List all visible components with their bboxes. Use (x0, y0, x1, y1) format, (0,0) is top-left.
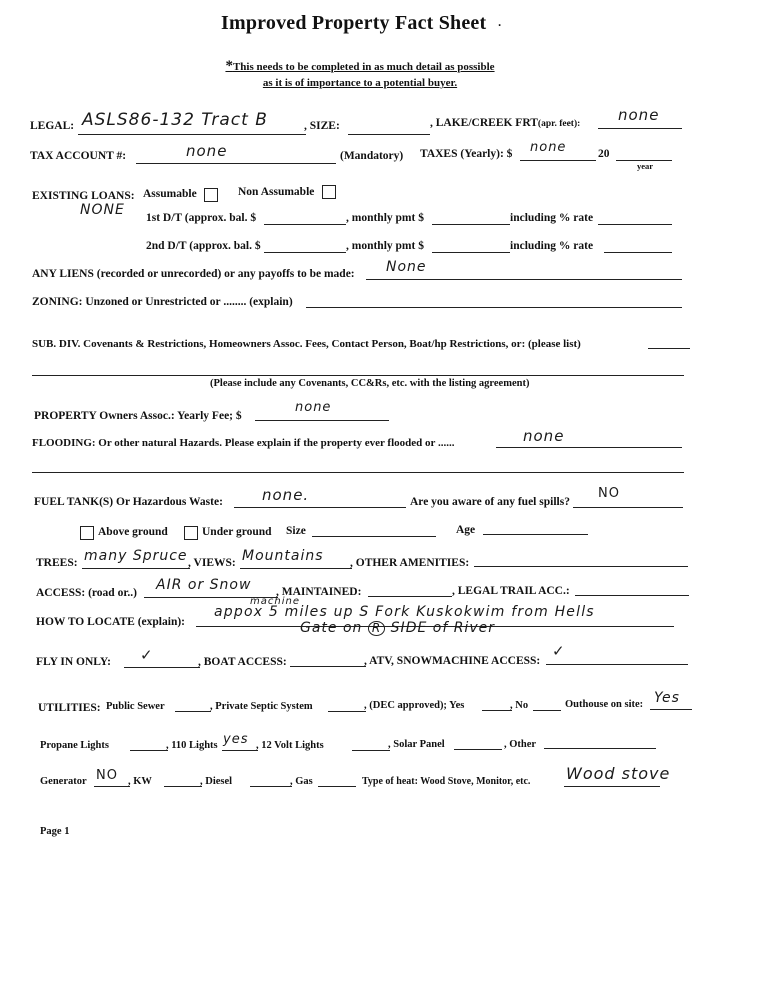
subdiv-line[interactable] (32, 375, 684, 376)
fuel-tank-value[interactable]: none. (262, 486, 310, 504)
flooding-line (496, 447, 682, 448)
legal-trail-line[interactable] (575, 595, 689, 596)
liens-line (366, 279, 682, 280)
notice-line2: as it is of importance to a potential buyer. (262, 77, 458, 89)
tax-account-line (136, 163, 336, 164)
maintained-label: , MAINTAINED: (276, 586, 362, 598)
notice-line1: This needs to be completed in as much detail as possible (232, 61, 495, 73)
propane-line[interactable] (130, 750, 168, 751)
public-sewer-label: Public Sewer (106, 701, 165, 712)
poa-label: PROPERTY Owners Assoc.: Yearly Fee; $ (34, 410, 242, 422)
outhouse-line (650, 709, 692, 710)
propane-label: Propane Lights (40, 740, 109, 751)
tax-account-value[interactable]: none (186, 142, 228, 160)
kw-line[interactable] (164, 786, 202, 787)
generator-value[interactable]: NO (96, 768, 118, 783)
locate-line2-b: SIDE of River (390, 620, 495, 636)
taxes-year-prefix: 20 (598, 148, 610, 160)
locate-label: HOW TO LOCATE (explain): (36, 616, 185, 628)
first-dt-balance-line[interactable] (264, 224, 346, 225)
legal-value[interactable]: ASLS86-132 Tract B (82, 110, 268, 130)
lake-creek-label (430, 117, 580, 129)
size-label: , SIZE: (304, 120, 340, 132)
generator-label: Generator (40, 776, 87, 787)
zoning-line[interactable] (306, 307, 682, 308)
legal-line (78, 134, 306, 135)
amenities-label: , OTHER AMENITIES: (350, 557, 470, 569)
above-ground-checkbox[interactable] (80, 526, 94, 540)
outhouse-label: Outhouse on site: (565, 699, 644, 710)
boat-access-line[interactable] (290, 666, 366, 667)
solar-line[interactable] (454, 749, 502, 750)
size-tank-line[interactable] (312, 536, 436, 537)
existing-loans-label: EXISTING LOANS: (32, 190, 135, 202)
assumable-checkbox[interactable] (204, 188, 218, 202)
locate-value-line2 (300, 620, 495, 636)
heat-label: Type of heat: Wood Stove, Monitor, etc. (362, 776, 531, 787)
utilities-label: UTILITIES: (38, 702, 101, 714)
under-ground-label: Under ground (202, 526, 272, 538)
access-value-sub: machine (250, 596, 300, 607)
12v-lights-label: , 12 Volt Lights (256, 740, 324, 751)
first-dt-pmt-label: , monthly pmt $ (346, 212, 424, 224)
notice-star: * (225, 58, 233, 74)
flooding-label: FLOODING: Or other natural Hazards. Please explain if the property ever flooded or ...... (32, 437, 455, 449)
amenities-line[interactable] (474, 566, 688, 567)
lake-creek-text: , LAKE/CREEK FRT (430, 117, 538, 129)
dec-no-line[interactable] (533, 710, 561, 711)
atv-line (546, 664, 688, 665)
110-lights-line (222, 750, 258, 751)
second-dt-rate-line[interactable] (604, 252, 672, 253)
septic-label: , Private Septic System (210, 701, 313, 712)
spills-label: Are you aware of any fuel spills? (410, 496, 570, 508)
fuel-tank-label: FUEL TANK(S) Or Hazardous Waste: (34, 496, 223, 508)
fly-in-check-icon[interactable]: ✓ (140, 646, 153, 664)
taxes-label: TAXES (Yearly): $ (420, 148, 513, 160)
locate-line2-a: Gate on (300, 620, 363, 636)
12v-lights-line[interactable] (352, 750, 390, 751)
non-assumable-label: Non Assumable (238, 186, 315, 198)
page-number: Page 1 (40, 826, 70, 837)
lake-creek-value[interactable]: none (618, 106, 660, 124)
second-dt-pmt-label: , monthly pmt $ (346, 240, 424, 252)
dec-no-label: , No (510, 700, 529, 711)
second-dt-rate-label: including % rate (510, 240, 594, 252)
flooding-line-2[interactable] (32, 472, 684, 473)
loans-note: NONE (80, 202, 125, 218)
first-dt-label: 1st D/T (approx. bal. $ (146, 212, 257, 224)
outhouse-value[interactable]: Yes (654, 690, 680, 706)
other-label: , Other (504, 739, 537, 750)
spills-line (573, 507, 683, 508)
second-dt-balance-line[interactable] (264, 252, 346, 253)
subdiv-line-end[interactable] (648, 348, 690, 349)
110-lights-label: , 110 Lights (166, 740, 218, 751)
year-caption: year (637, 161, 654, 171)
kw-label: , KW (128, 776, 152, 787)
subdiv-label: SUB. DIV. Covenants & Restrictions, Homeowners Assoc. Fees, Contact Person, Boat/hp Restrictions, or: (please list) (32, 338, 581, 350)
first-dt-pmt-line[interactable] (432, 224, 510, 225)
diesel-line[interactable] (250, 786, 292, 787)
views-line (240, 568, 352, 569)
dec-yes-label: , (DEC approved); Yes (364, 700, 465, 711)
views-label: , VIEWS: (188, 557, 236, 569)
trees-label: TREES: (36, 557, 78, 569)
poa-value[interactable]: none (295, 400, 332, 415)
spills-value[interactable]: NO (598, 486, 620, 501)
maintained-line[interactable] (368, 596, 452, 597)
trees-line (82, 568, 190, 569)
fuel-tank-line (234, 507, 406, 508)
first-dt-rate-line[interactable] (598, 224, 672, 225)
public-sewer-line[interactable] (175, 711, 211, 712)
subdiv-note: (Please include any Covenants, CC&Rs, etc. with the listing agreement) (210, 378, 530, 389)
size-line[interactable] (348, 134, 430, 135)
110-lights-value[interactable]: yes (223, 732, 249, 747)
locate-circled-side: R (368, 621, 385, 636)
dec-yes-line[interactable] (482, 710, 512, 711)
zoning-label: ZONING: Unzoned or Unrestricted or ........ (explain) (32, 296, 293, 308)
boat-access-label: , BOAT ACCESS: (198, 656, 287, 668)
lake-creek-line (598, 128, 682, 129)
legal-label: LEGAL: (30, 120, 75, 132)
other-line[interactable] (544, 748, 656, 749)
access-label: ACCESS: (road or..) (36, 587, 137, 599)
locate-value-line1[interactable]: appox 5 miles up S Fork Kuskokwim from Hells (214, 604, 595, 620)
tax-account-label: TAX ACCOUNT #: (30, 150, 127, 162)
trees-value[interactable]: many Spruce (84, 548, 188, 564)
age-label: Age (456, 524, 476, 536)
fly-in-line (124, 667, 200, 668)
above-ground-label: Above ground (98, 526, 168, 538)
taxes-line (520, 160, 596, 161)
notice (180, 58, 540, 91)
access-value[interactable]: AIR or Snow (156, 577, 252, 593)
gas-label: , Gas (290, 776, 313, 787)
size-tank-label: Size (286, 525, 306, 537)
age-line[interactable] (483, 534, 588, 535)
gas-line[interactable] (318, 786, 356, 787)
second-dt-label: 2nd D/T (approx. bal. $ (146, 240, 261, 252)
views-value[interactable]: Mountains (242, 548, 324, 564)
under-ground-checkbox[interactable] (184, 526, 198, 540)
heat-line (564, 786, 660, 787)
poa-line (255, 420, 389, 421)
title-text: Improved Property Fact Sheet (221, 12, 487, 34)
taxes-value[interactable]: none (530, 140, 567, 155)
fly-in-label: FLY IN ONLY: (36, 656, 111, 668)
title-dot: · (497, 18, 502, 32)
non-assumable-checkbox[interactable] (322, 185, 336, 199)
heat-value[interactable]: Wood stove (566, 764, 671, 783)
diesel-label: , Diesel (200, 776, 233, 787)
atv-label: , ATV, SNOWMACHINE ACCESS: (364, 655, 541, 667)
legal-trail-label: , LEGAL TRAIL ACC.: (452, 585, 570, 597)
mandatory-label: (Mandatory) (340, 150, 404, 162)
liens-label: ANY LIENS (recorded or unrecorded) or any payoffs to be made: (32, 268, 355, 280)
first-dt-rate-label: including % rate (510, 212, 594, 224)
assumable-label: Assumable (143, 188, 197, 200)
septic-line[interactable] (328, 711, 366, 712)
liens-value[interactable]: None (386, 259, 427, 275)
page-title (221, 12, 502, 35)
generator-line (94, 786, 130, 787)
second-dt-pmt-line[interactable] (432, 252, 510, 253)
flooding-value[interactable]: none (523, 427, 565, 445)
atv-check-icon[interactable]: ✓ (552, 642, 565, 660)
solar-label: , Solar Panel (388, 739, 445, 750)
lake-creek-small: (apr. feet): (537, 119, 581, 129)
